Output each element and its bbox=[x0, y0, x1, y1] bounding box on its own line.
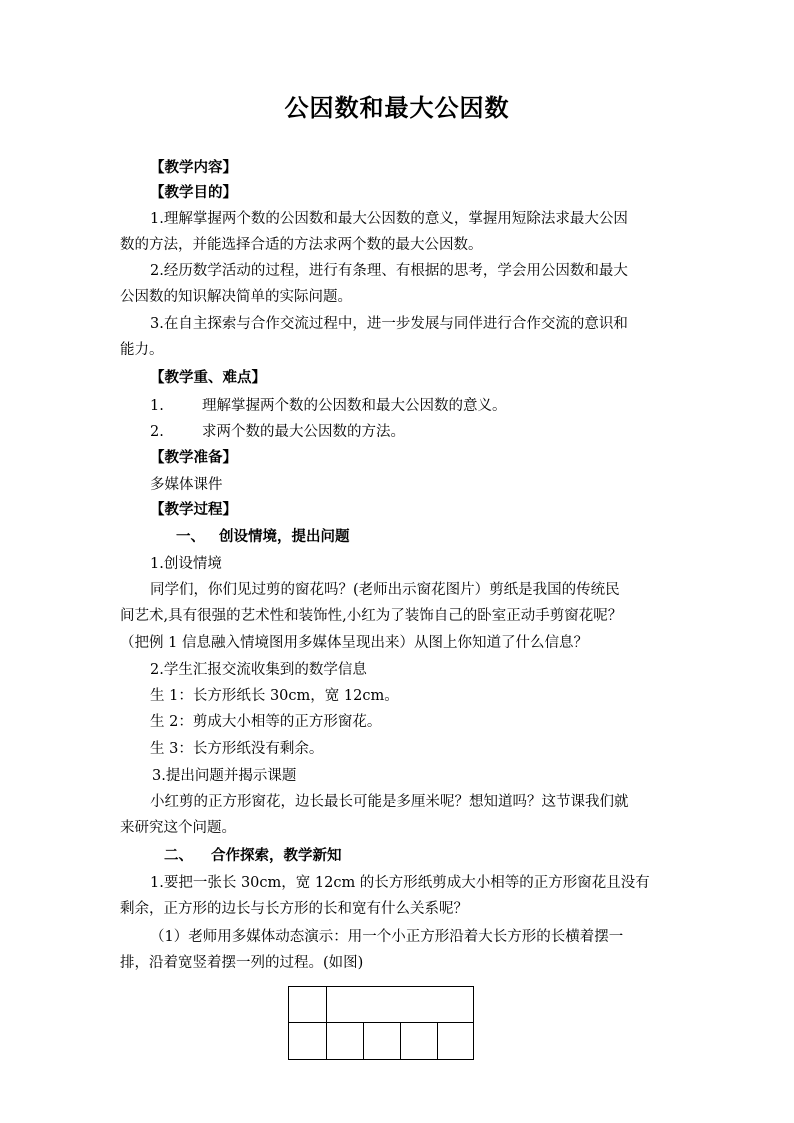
section-2-title: 合作探索，教学新知 bbox=[211, 847, 342, 864]
s2-paragraph-2-line-1: （1）老师用多媒体动态演示：用一个小正方形沿着大长方形的长横着摆一 bbox=[150, 929, 624, 945]
s1-subheading-2: 2.学生汇报交流收集到的数学信息 bbox=[150, 662, 367, 678]
goal-1-line-2: 数的方法，并能选择合适的方法求两个数的最大公因数。 bbox=[120, 237, 483, 253]
goal-2-line-1: 2.经历数学活动的过程，进行有条理、有根据的思考，学会用公因数和最大 bbox=[150, 263, 628, 279]
section-2-number: 二、 bbox=[164, 847, 193, 864]
figure-column-divider bbox=[400, 1022, 401, 1059]
s2-paragraph-1-line-2: 剩余，正方形的边长与长方形的长和宽有什么关系呢？ bbox=[120, 901, 468, 917]
s1-paragraph-1-line-2: 间艺术,具有很强的艺术性和装饰性,小红为了装饰自己的卧室正动手剪窗花呢？ bbox=[120, 608, 623, 624]
section-2-heading bbox=[164, 846, 719, 866]
s1-paragraph-2-line-2: 来研究这个问题。 bbox=[120, 820, 236, 836]
heading-preparation: 【教学准备】 bbox=[150, 449, 237, 466]
heading-goals: 【教学目的】 bbox=[150, 184, 237, 201]
figure-horizontal-divider bbox=[289, 1022, 473, 1023]
heading-key-points: 【教学重、难点】 bbox=[150, 369, 266, 386]
s1-paragraph-1-line-3: （把例 1 信息融入情境图用多媒体呈现出来）从图上你知道了什么信息？ bbox=[120, 635, 588, 651]
section-1-title: 创设情境，提出问题 bbox=[219, 528, 350, 545]
key-point-2 bbox=[150, 422, 405, 442]
figure-column-divider bbox=[363, 1022, 364, 1059]
s1-subheading-3: 3.提出问题并揭示课题 bbox=[152, 768, 297, 784]
key-point-text: 求两个数的最大公因数的方法。 bbox=[202, 424, 405, 440]
heading-content: 【教学内容】 bbox=[150, 159, 237, 176]
key-point-text: 理解掌握两个数的公因数和最大公因数的意义。 bbox=[202, 398, 507, 414]
goal-3-line-1: 3.在自主探索与合作交流过程中，进一步发展与同伴进行合作交流的意识和 bbox=[150, 316, 628, 332]
s1-subheading-1: 1.创设情境 bbox=[150, 556, 222, 572]
heading-process: 【教学过程】 bbox=[150, 501, 237, 518]
key-point-number: 2. bbox=[150, 424, 164, 440]
key-point-number: 1. bbox=[150, 398, 164, 414]
student-3-report: 生 3：长方形纸没有剩余。 bbox=[150, 741, 324, 757]
key-point-1 bbox=[150, 396, 507, 416]
goal-3-line-2: 能力。 bbox=[120, 342, 164, 358]
s1-paragraph-1-line-1: 同学们，你们见过剪的窗花吗？(老师出示窗花图片）剪纸是我国的传统民 bbox=[150, 582, 620, 598]
s1-paragraph-2-line-1: 小红剪的正方形窗花，边长最长可能是多厘米呢？想知道吗？这节课我们就 bbox=[150, 794, 629, 810]
goal-2-line-2: 公因数的知识解决简单的实际问题。 bbox=[120, 289, 352, 305]
goal-1-line-1: 1.理解掌握两个数的公因数和最大公因数的意义，掌握用短除法求最大公因 bbox=[150, 211, 628, 227]
student-2-report: 生 2：剪成大小相等的正方形窗花。 bbox=[150, 714, 382, 730]
s2-paragraph-1-line-1: 1.要把一张长 30cm，宽 12cm 的长方形纸剪成大小相等的正方形窗花且没有 bbox=[150, 875, 650, 891]
section-1-number: 一、 bbox=[176, 528, 205, 545]
section-1-heading bbox=[176, 527, 731, 547]
student-1-report: 生 1：长方形纸长 30cm，宽 12cm。 bbox=[150, 688, 399, 704]
figure-column-divider bbox=[326, 987, 327, 1059]
s2-paragraph-2-line-2: 排，沿着宽竖着摆一列的过程。(如图) bbox=[120, 955, 364, 971]
preparation-text: 多媒体课件 bbox=[150, 477, 223, 493]
figure-column-divider bbox=[437, 1022, 438, 1059]
page-title: 公因数和最大公因数 bbox=[284, 93, 510, 122]
rectangle-square-tiling-figure bbox=[288, 986, 474, 1060]
